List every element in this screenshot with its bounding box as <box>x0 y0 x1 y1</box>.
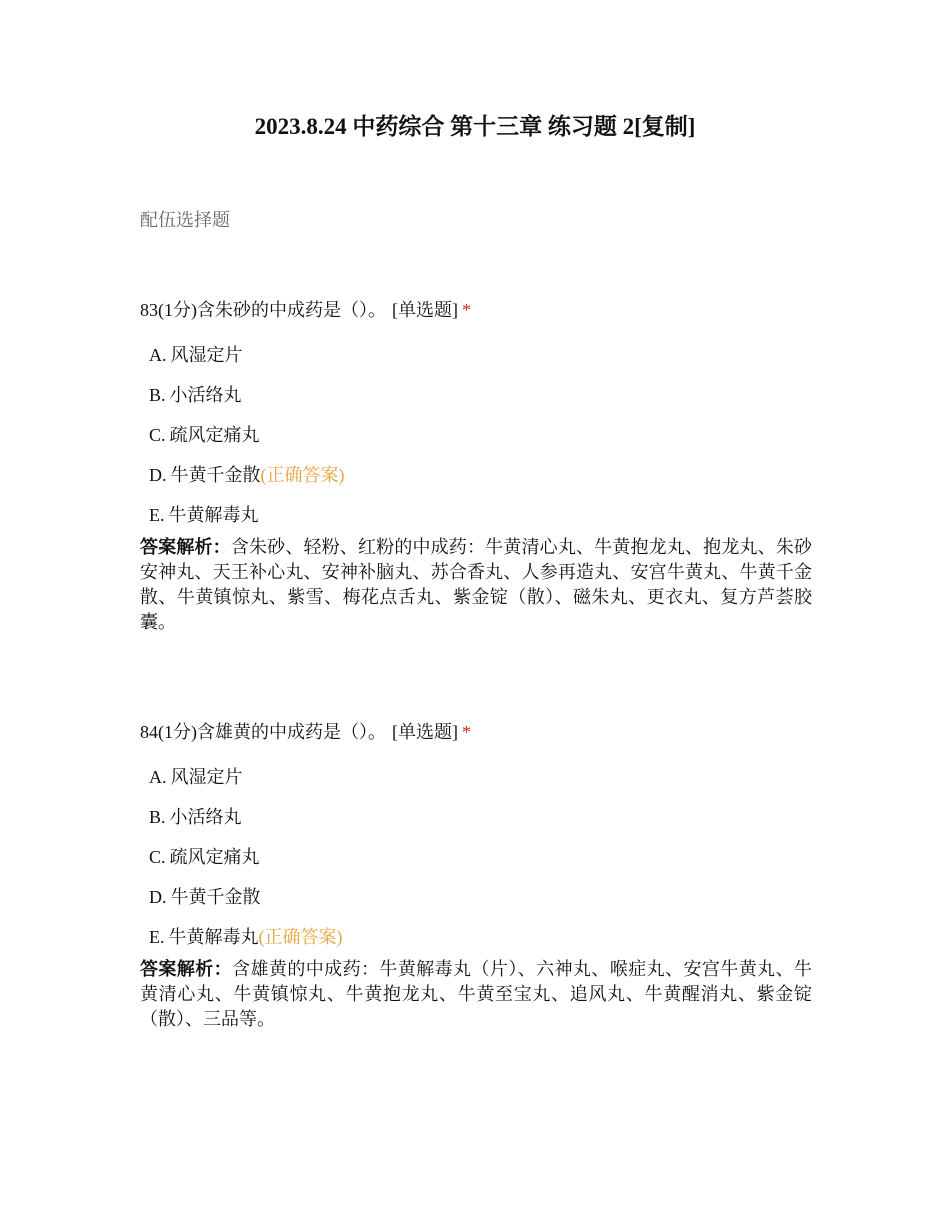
option-text: 疏风定痛丸 <box>169 425 260 445</box>
option-text: 小活络丸 <box>169 385 242 405</box>
question-83 <box>140 298 812 635</box>
option-text: 风湿定片 <box>170 345 243 365</box>
option-letter: A. <box>149 345 167 365</box>
option-c <box>140 423 812 447</box>
option-list <box>140 343 812 527</box>
option-text: 牛黄解毒丸 <box>168 927 259 947</box>
option-a <box>140 765 812 789</box>
question-stem <box>140 720 812 744</box>
option-text: 风湿定片 <box>170 767 243 787</box>
option-letter: B. <box>149 385 166 405</box>
required-mark: * <box>462 722 471 742</box>
option-letter: C. <box>149 425 166 445</box>
option-a <box>140 343 812 367</box>
option-e <box>140 503 812 527</box>
option-list <box>140 765 812 949</box>
option-letter: D. <box>149 465 167 485</box>
correct-answer-label: (正确答案) <box>258 927 343 947</box>
option-letter: D. <box>149 887 167 907</box>
option-text: 小活络丸 <box>169 807 242 827</box>
option-b <box>140 805 812 829</box>
analysis-label: 答案解析： <box>140 959 233 979</box>
option-text: 牛黄解毒丸 <box>168 505 259 525</box>
analysis-label: 答案解析： <box>140 537 231 557</box>
answer-analysis <box>140 957 812 1032</box>
option-letter: A. <box>149 767 167 787</box>
question-84 <box>140 720 812 1032</box>
required-mark: * <box>462 300 471 320</box>
option-d <box>140 463 812 487</box>
option-text: 疏风定痛丸 <box>169 847 260 867</box>
question-type-tag: [单选题] <box>392 300 458 320</box>
option-text: 牛黄千金散 <box>170 465 261 485</box>
question-stem <box>140 298 812 322</box>
section-title: 配伍选择题 <box>140 210 230 230</box>
analysis-text: 含朱砂、轻粉、红粉的中成药：牛黄清心丸、牛黄抱龙丸、抱龙丸、朱砂安神丸、天王补心丸、安神补脑丸、苏合香丸、人参再造丸、安宫牛黄丸、牛黄千金散、牛黄镇惊丸、紫雪、梅花点舌丸、紫金锭（散）、磁朱丸、更衣丸、复方芦荟胶囊。 <box>140 537 813 632</box>
option-letter: B. <box>149 807 166 827</box>
option-letter: E. <box>149 505 165 525</box>
answer-analysis <box>140 535 812 635</box>
option-c <box>140 845 812 869</box>
question-type-tag: [单选题] <box>392 722 458 742</box>
question-text: 83(1分)含朱砂的中成药是（）。 <box>140 300 386 320</box>
page-title: 2023.8.24 中药综合 第十三章 练习题 2[复制] <box>254 114 696 139</box>
option-d <box>140 885 812 909</box>
question-text: 84(1分)含雄黄的中成药是（）。 <box>140 722 386 742</box>
correct-answer-label: (正确答案) <box>260 465 345 485</box>
option-text: 牛黄千金散 <box>170 887 261 907</box>
analysis-text: 含雄黄的中成药：牛黄解毒丸（片）、六神丸、喉症丸、安宫牛黄丸、牛黄清心丸、牛黄镇惊丸、牛黄抱龙丸、牛黄至宝丸、追风丸、牛黄醒消丸、紫金锭（散）、三品等。 <box>140 959 813 1029</box>
option-letter: E. <box>149 927 165 947</box>
option-b <box>140 383 812 407</box>
option-e <box>140 925 812 949</box>
option-letter: C. <box>149 847 166 867</box>
